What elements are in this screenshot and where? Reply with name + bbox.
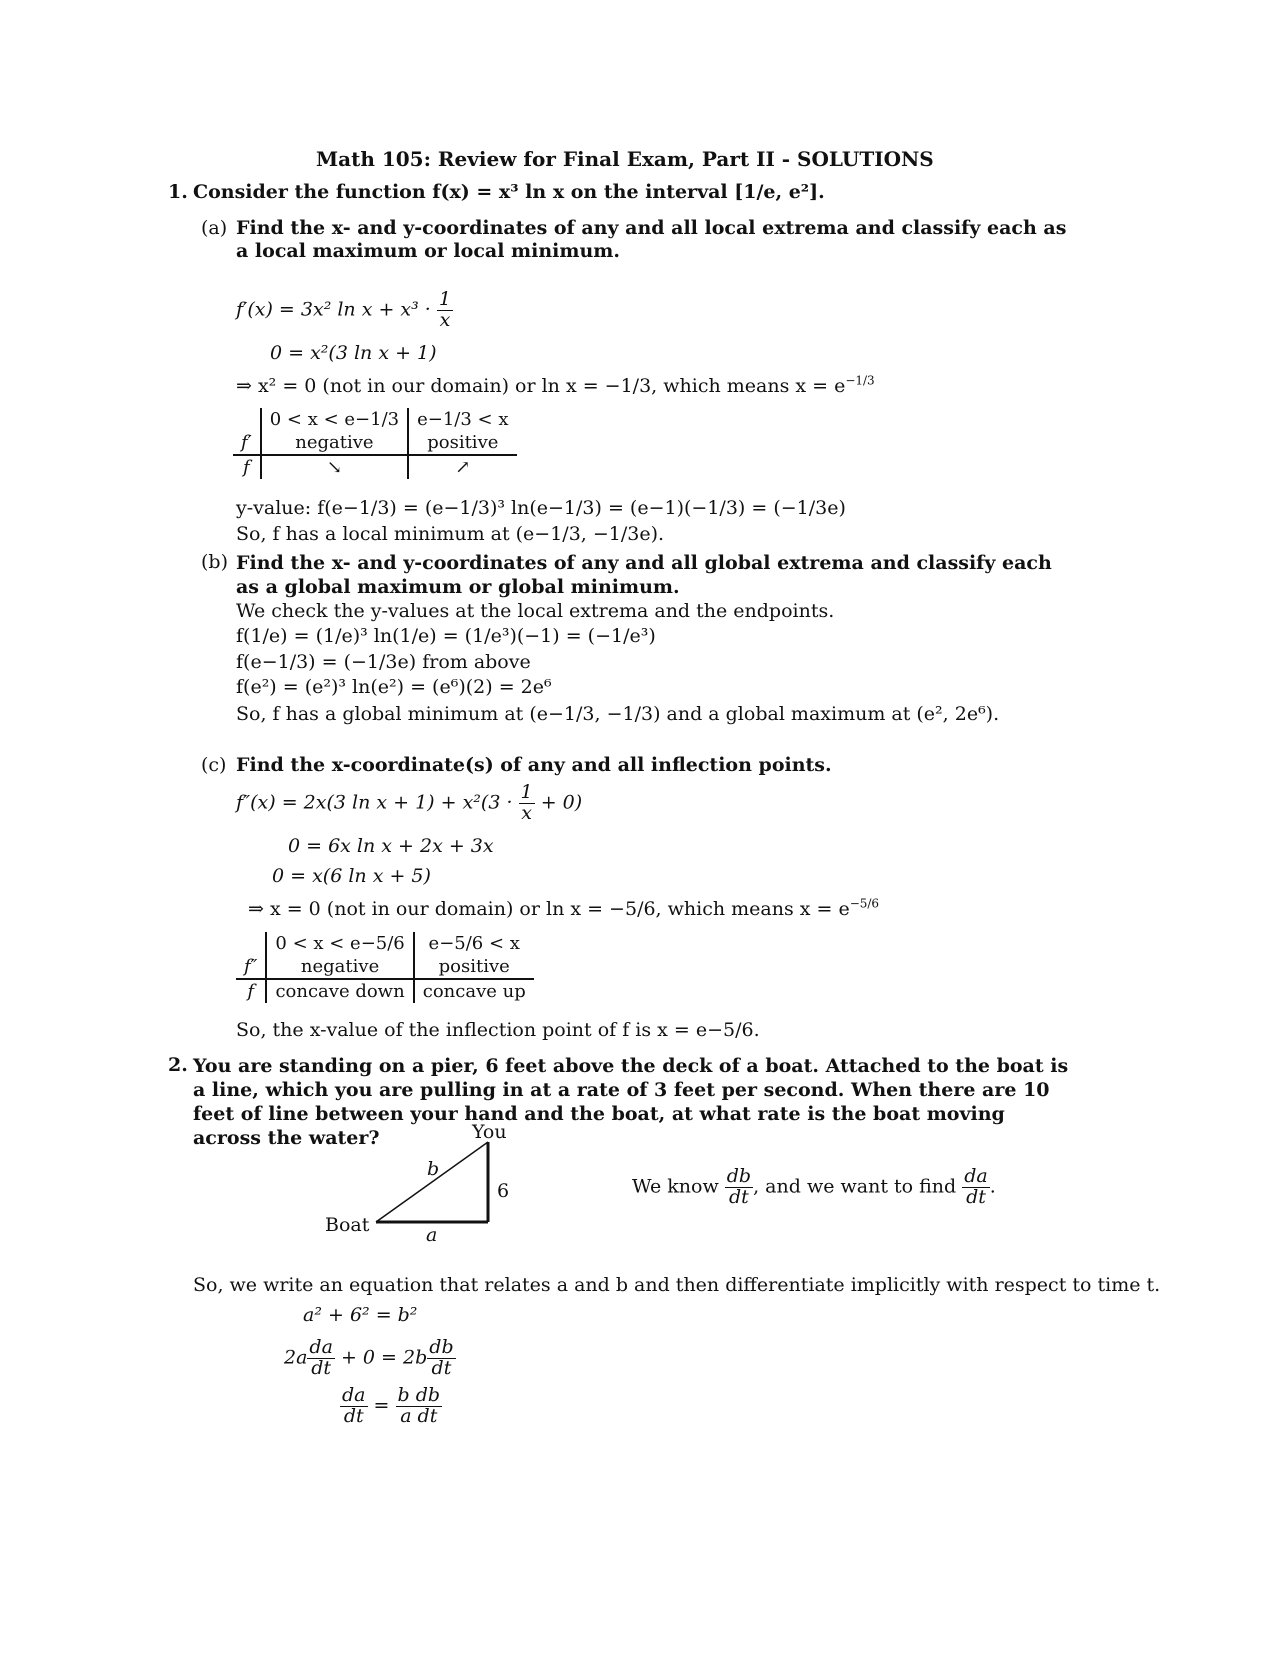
- part-a-frac-den: x: [439, 308, 451, 331]
- part-c-frac-num: 1: [520, 781, 533, 803]
- part-c-eq3: 0 = x(6 ln x + 5): [272, 865, 431, 887]
- q2-eq2-frac2-num: db: [429, 1336, 454, 1358]
- part-c-eq4-exp: −5/6: [849, 896, 880, 911]
- q2-eq2-frac2-den: dt: [431, 1356, 452, 1379]
- diagram-label-a: a: [426, 1224, 438, 1246]
- part-b-line3: f(e−1/3) = (−1/3e) from above: [236, 651, 531, 673]
- question-1-prompt: Consider the function f(x) = x³ ln x on the interval [1/e, e²].: [193, 181, 825, 203]
- q2-eq1: a² + 6² = b²: [303, 1304, 418, 1326]
- part-a-sign-table: [233, 408, 517, 479]
- part-a-table-row2-c1: ↘: [261, 455, 408, 479]
- part-c-table-row1-label: f″: [236, 955, 266, 979]
- part-a-table-row1-c1: negative: [261, 431, 408, 455]
- part-a-label: (a): [201, 217, 228, 239]
- part-a-table-h2: e−1/3 < x: [408, 408, 516, 431]
- part-a-table-h1: 0 < x < e−1/3: [261, 408, 408, 431]
- we-know-statement: [632, 1167, 996, 1208]
- part-c-table-row2-c1: concave down: [266, 979, 413, 1003]
- q2-eq2: [284, 1338, 456, 1379]
- part-b-line1: We check the y-values at the local extrema and the endpoints.: [236, 600, 835, 622]
- part-c-eq4-text: ⇒ x = 0 (not in our domain) or ln x = −5/6, which means x = e: [248, 898, 850, 920]
- q2-eq2-mid: + 0 = 2b: [340, 1346, 428, 1369]
- part-c-table-row2-label: f: [247, 981, 255, 1002]
- part-a-table-row2-label: f: [243, 457, 250, 478]
- q2-eq3-equals: =: [373, 1394, 390, 1417]
- part-c-table-row1-c2: positive: [414, 955, 534, 979]
- want-text: , and we want to find: [753, 1175, 957, 1198]
- diagram-label-6: 6: [497, 1180, 510, 1202]
- part-a-conclusion: So, f has a local minimum at (e−1/3, −1/3e).: [236, 523, 665, 545]
- q2-eq2-pre: 2a: [284, 1346, 308, 1369]
- part-a-table-row1-label: f′: [233, 431, 261, 455]
- part-a-eq3-exp: −1/3: [845, 373, 875, 388]
- want-end: .: [989, 1175, 996, 1198]
- q2-eq2-frac-num: da: [309, 1336, 333, 1358]
- part-c-prompt: Find the x-coordinate(s) of any and all inflection points.: [236, 754, 832, 776]
- part-a-table-row2-c2: ↗: [408, 455, 516, 479]
- question-2-prompt: You are standing on a pier, 6 feet above the deck of a boat. Attached to the boat is a line, which you are pulling in at a rate of 3 feet per second. When there are 10 feet of line between your hand and the boat, at what rate is the boat moving across the water?: [193, 1055, 1069, 1149]
- question-1-number: 1.: [168, 181, 188, 203]
- part-b-line2: f(1/e) = (1/e)³ ln(1/e) = (1/e³)(−1) = (−1/e³): [236, 625, 656, 647]
- part-c-derivative: [236, 783, 582, 824]
- triangle-hypotenuse: [376, 1142, 488, 1222]
- part-c-conclusion: So, the x-value of the inflection point of f is x = e−5/6.: [236, 1019, 760, 1041]
- diagram-label-boat: Boat: [325, 1214, 370, 1236]
- part-a-table-row1-c2: positive: [408, 431, 516, 455]
- part-c-table-h1: 0 < x < e−5/6: [266, 932, 413, 955]
- part-c-derivative-rhs: + 0): [540, 791, 583, 814]
- q2-eq3-frac2-num: b db: [397, 1384, 441, 1406]
- part-c-table-row2-c2: concave up: [414, 979, 534, 1003]
- part-b-prompt: Find the x- and y-coordinates of any and all global extrema and classify each as a global maximum or global minimum.: [236, 552, 1052, 598]
- part-a-prompt: Find the x- and y-coordinates of any and all local extrema and classify each as a local maximum or local minimum.: [236, 217, 1067, 262]
- part-a-derivative-lhs: f′(x) = 3x² ln x + x³ ·: [236, 298, 431, 321]
- part-a-yvalue: y-value: f(e−1/3) = (e−1/3)³ ln(e−1/3) = (e−1)(−1/3) = (−1/3e): [236, 497, 846, 519]
- part-b-label: (b): [201, 551, 228, 573]
- we-know-frac-num: db: [726, 1165, 752, 1187]
- we-know-frac-den: dt: [729, 1185, 749, 1208]
- question-2-number: 2.: [168, 1054, 188, 1076]
- part-c-label: (c): [201, 754, 227, 776]
- part-c-table-row1-c1: negative: [266, 955, 413, 979]
- part-a-eq3: [236, 375, 875, 397]
- relate-statement: So, we write an equation that relates a and b and then differentiate implicitly with respect to time t.: [193, 1274, 1161, 1296]
- we-know-text: We know: [632, 1175, 719, 1198]
- part-b-line5: So, f has a global minimum at (e−1/3, −1/3) and a global maximum at (e², 2e⁶).: [236, 703, 1000, 725]
- part-a-derivative: [236, 290, 453, 331]
- part-c-eq4: [248, 898, 879, 920]
- part-a-eq3-text: ⇒ x² = 0 (not in our domain) or ln x = −1/3, which means x = e: [236, 375, 846, 397]
- diagram-label-b: b: [427, 1158, 440, 1180]
- part-c-sign-table: [236, 932, 534, 1003]
- part-b-line4: f(e²) = (e²)³ ln(e²) = (e⁶)(2) = 2e⁶: [236, 676, 552, 698]
- q2-eq3: [340, 1386, 442, 1427]
- part-a-eq2: 0 = x²(3 ln x + 1): [270, 342, 437, 364]
- diagram-label-you: You: [472, 1121, 507, 1143]
- part-c-table-h2: e−5/6 < x: [414, 932, 534, 955]
- q2-eq2-frac-den: dt: [311, 1356, 332, 1379]
- part-c-derivative-lhs: f″(x) = 2x(3 ln x + 1) + x²(3 ·: [236, 791, 513, 814]
- q2-eq3-frac-num: da: [342, 1384, 366, 1406]
- want-frac-num: da: [964, 1165, 988, 1187]
- q2-eq3-frac-den: dt: [343, 1404, 364, 1427]
- page-title: Math 105: Review for Final Exam, Part II - SOLUTIONS: [316, 147, 934, 171]
- q2-eq3-frac2-den: a dt: [400, 1404, 438, 1427]
- part-a-frac-num: 1: [438, 288, 451, 310]
- want-frac-den: dt: [966, 1185, 986, 1208]
- part-c-eq2: 0 = 6x ln x + 2x + 3x: [288, 835, 494, 857]
- part-c-frac-den: x: [521, 801, 532, 824]
